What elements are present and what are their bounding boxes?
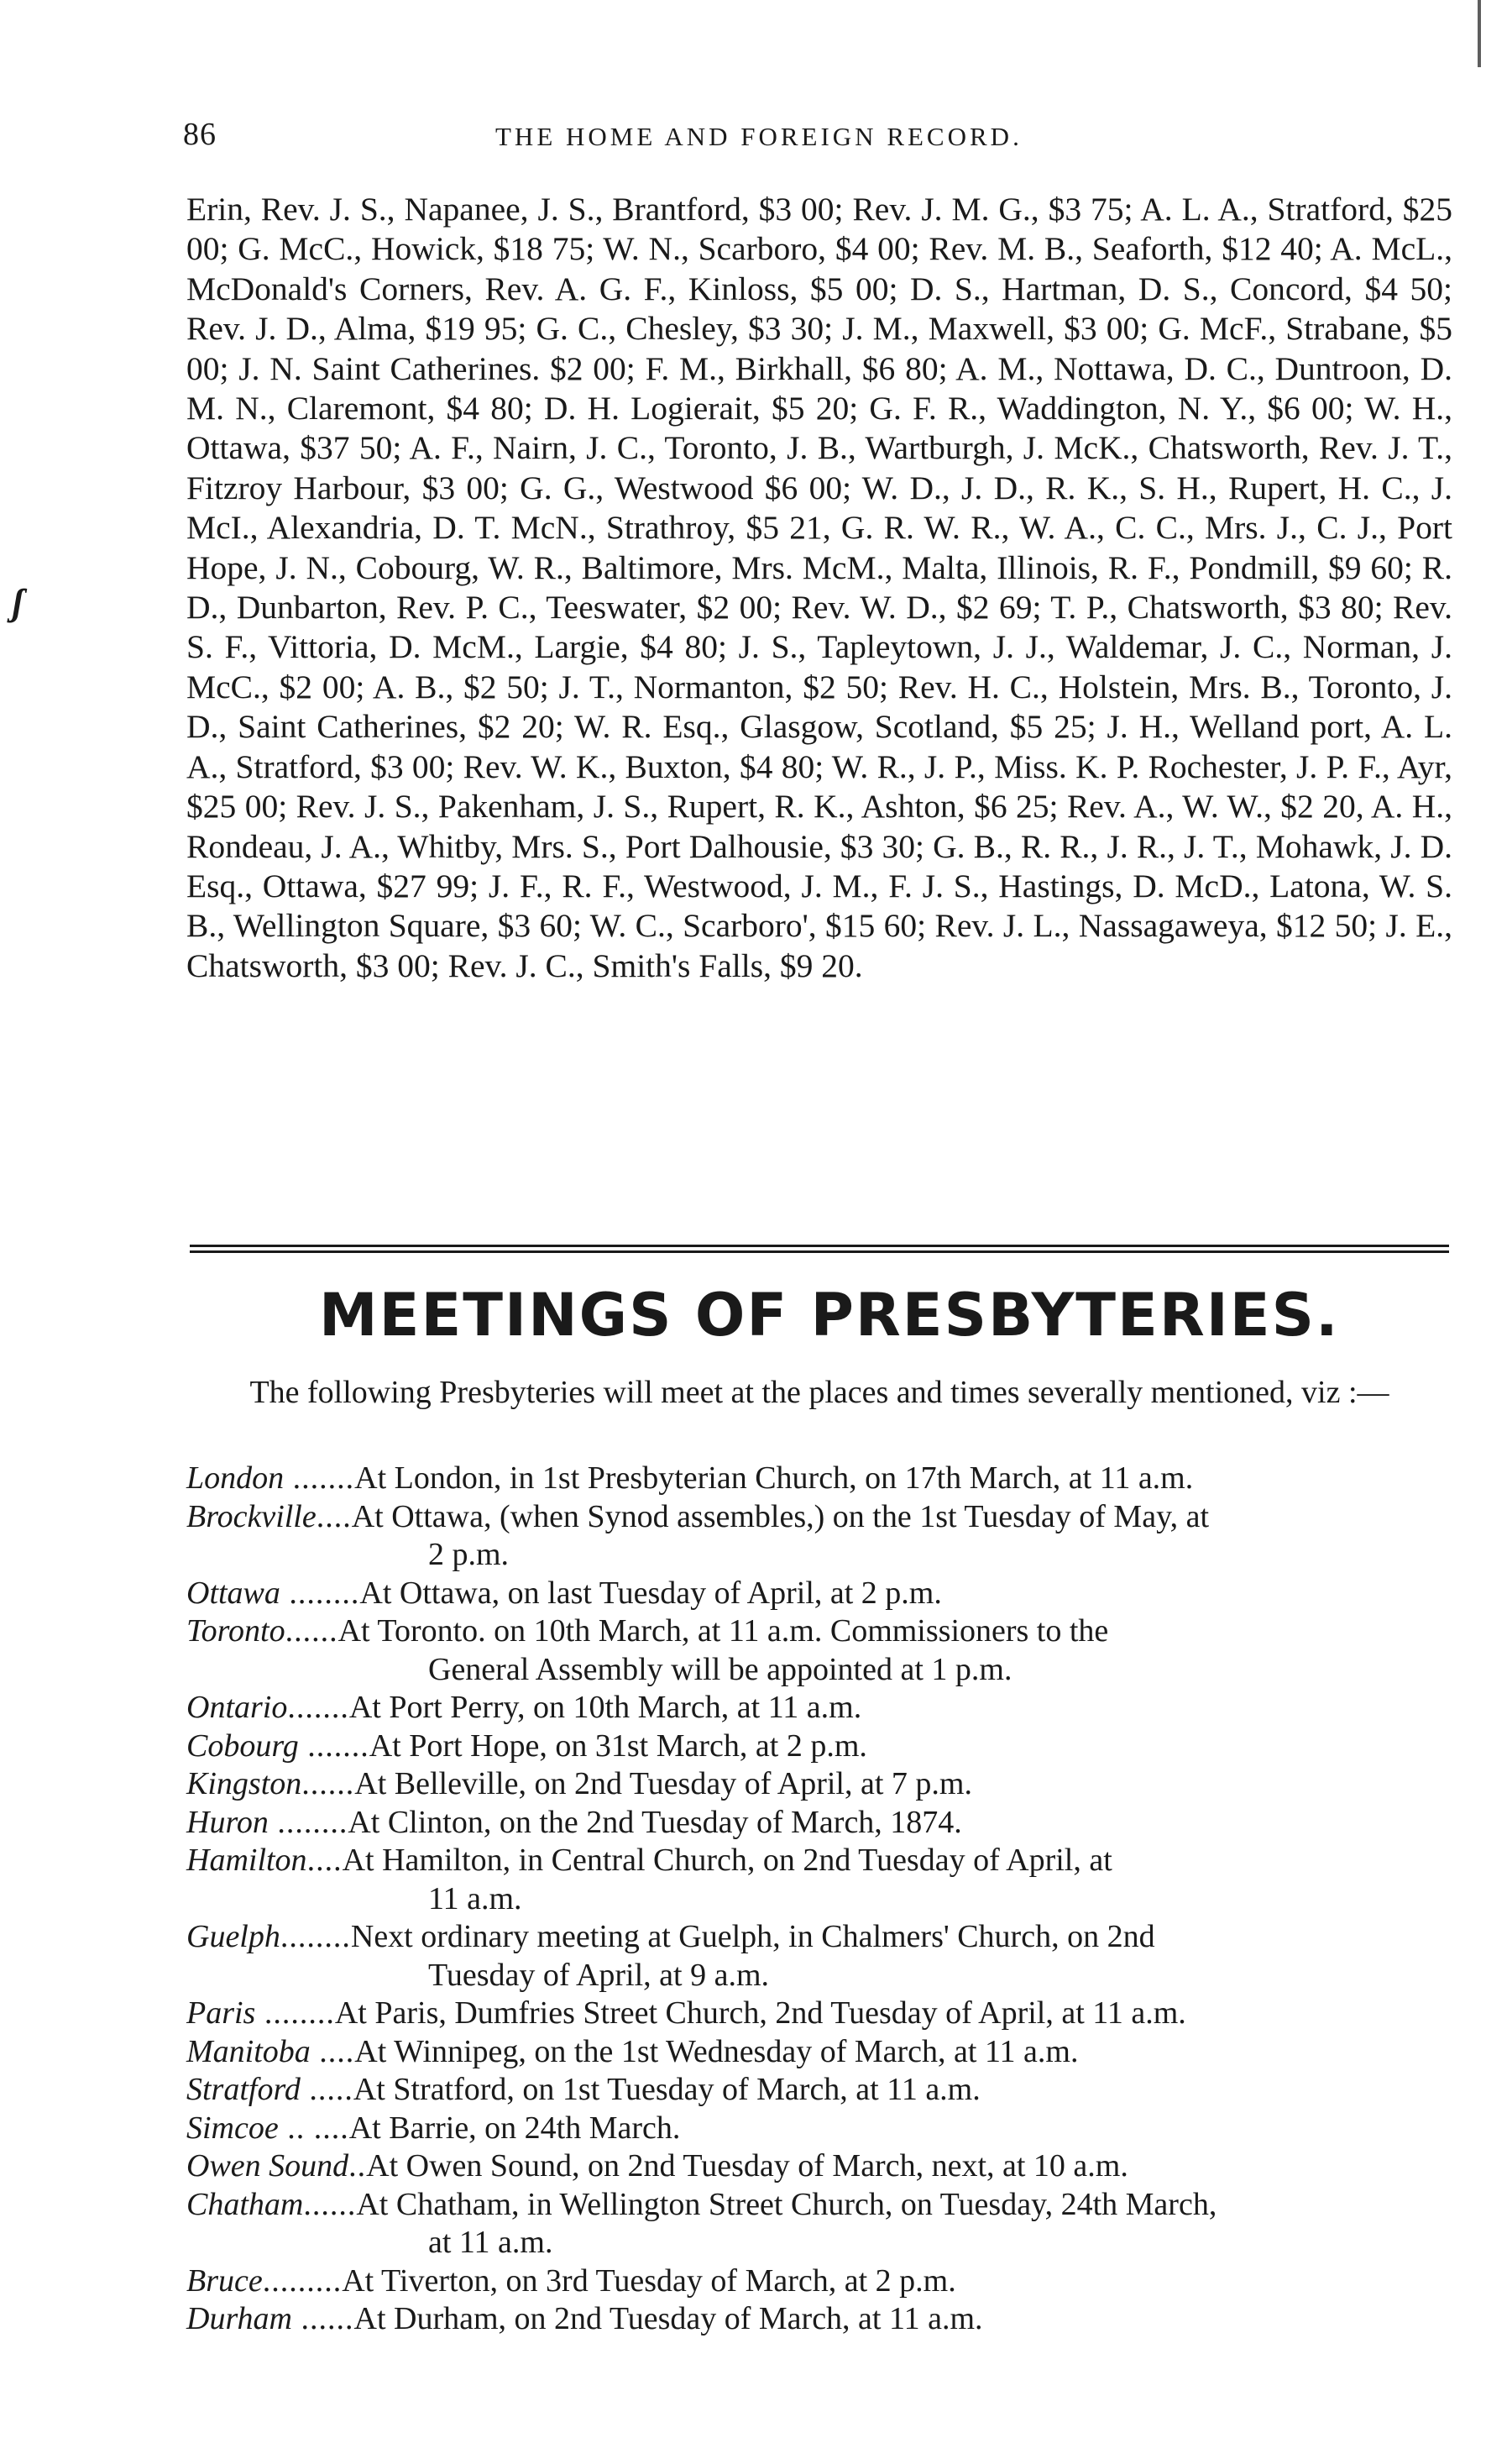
presbytery-name: London	[186, 1460, 285, 1496]
dot-leader: ......	[285, 1613, 338, 1649]
presbytery-name: Huron	[186, 1804, 269, 1840]
list-item	[186, 1498, 1452, 1575]
dot-leader: ........	[255, 1995, 335, 2031]
list-item	[186, 1689, 1452, 1727]
list-item	[186, 2110, 1452, 2148]
scan-edge-mark	[1478, 0, 1481, 67]
dot-leader: .....	[300, 2072, 353, 2107]
section-heading: MEETINGS OF PRESBYTERIES.	[319, 1281, 1340, 1350]
section-divider	[190, 1245, 1449, 1253]
meeting-detail-continued: 11 a.m.	[428, 1880, 522, 1916]
list-item	[186, 1804, 1452, 1843]
list-item	[186, 1460, 1452, 1498]
meeting-detail: At Port Perry, on 10th March, at 11 a.m.	[348, 1690, 862, 1725]
presbytery-name: Manitoba	[186, 2033, 311, 2069]
dot-leader: ..	[348, 2148, 367, 2184]
list-item	[186, 1612, 1452, 1689]
meeting-detail: At Durham, on 2nd Tuesday of March, at 11 a.m.	[353, 2301, 983, 2336]
meeting-detail: At Clinton, on the 2nd Tuesday of March, 1874.	[348, 1804, 962, 1840]
list-item	[186, 1575, 1452, 1613]
meeting-detail: At Barrie, on 24th March.	[348, 2110, 681, 2146]
presbytery-name: Ontario	[186, 1690, 288, 1725]
list-item	[186, 1727, 1452, 1766]
presbytery-name: Simcoe	[186, 2110, 279, 2146]
presbytery-name: Guelph	[186, 1919, 280, 1954]
meeting-detail: Next ordinary meeting at Guelph, in Chalmers' Church, on 2nd	[350, 1919, 1155, 1954]
presbytery-name: Chatham	[186, 2186, 304, 2222]
presbytery-name: Ottawa	[186, 1575, 280, 1611]
presbytery-name: Cobourg	[186, 1727, 299, 1764]
acknowledgements-paragraph: Erin, Rev. J. S., Napanee, J. S., Brantford, $3 00; Rev. J. M. G., $3 75; A. L. A., Stratford, $25 00; G. McC., Howick, $18 75; W. N., Scarboro, $4 00; Rev. M. B., Seaforth, $12 40; A. McL., McDonald's Corners, Rev. A. G. F., Kinloss, $5 00; D. S., Hartman, D. S., Concord, $4 50; Rev. J. D., Alma, $19 95; G. C., Chesley, $3 30; J. M., Maxwell, $3 00; G. McF., Strabane, $5 00; J. N. Saint Catherines. $2 00; F. M., Birkhall, $6 80; A. M., Nottawa, D. C., Duntroon, D. M. N., Claremont, $4 80; D. H. Logierait, $5 20; G. F. R., Waddington, N. Y., $6 00; W. H., Ottawa, $37 50; A. F., Nairn, J. C., Toronto, J. B., Wartburgh, J. McK., Chatsworth, Rev. J. T., Fitzroy Harbour, $3 00; G. G., Westwood $6 00; W. D., J. D., R. K., S. H., Rupert, H. C., J. McI., Alexandria, D. T. McN., Strathroy, $5 21, G. R. W. R., W. A., C. C., Mrs. J., C. J., Port Hope, J. N., Cobourg, W. R., Baltimore, Mrs. McM., Malta, Illinois, R. F., Pondmill, $9 60; R. D., Dunbarton, Rev. P. C., Teeswater, $2 00; Rev. W. D., $2 69; T. P., Chatsworth, $3 80; Rev. S. F., Vittoria, D. McM., Largie, $4 80; J. S., Tapleytown, J. J., Waldemar, J. C., Norman, J. McC., $2 00; A. B., $2 50; J. T., Normanton, $2 50; Rev. H. C., Holstein, Mrs. B., Toronto, J. D., Saint Catherines, $2 20; W. R. Esq., Glasgow, Scotland, $5 25; J. H., Welland port, A. L. A., Stratford, $3 00; Rev. W. K., Buxton, $4 80; W. R., J. P., Miss. K. P. Rochester, J. P. F., Ayr, $25 00; Rev. J. S., Pakenham, J. S., Rupert, R. K., Ashton, $6 25; Rev. A., W. W., $2 20, A. H., Rondeau, J. A., Whitby, Mrs. S., Port Dalhousie, $3 30; G. B., R. R., J. R., J. T., Mohawk, J. D. Esq., Ottawa, $27 99; J. F., R. F., Westwood, J. M., F. J. S., Hastings, D. McD., Latona, W. S. B., Wellington Square, $3 60; W. C., Scarboro', $15 60; Rev. J. L., Nassagaweya, $12 50; J. E., Chatsworth, $3 00; Rev. J. C., Smith's Falls, $9 20.	[186, 191, 1452, 984]
list-item	[186, 2033, 1452, 2072]
page-number: 86	[183, 117, 217, 152]
meeting-detail: At Tiverton, on 3rd Tuesday of March, at 2 p.m.	[342, 2262, 956, 2299]
presbytery-name: Kingston	[186, 1766, 302, 1801]
dot-leader: ........	[280, 1575, 360, 1611]
meeting-detail: At Toronto. on 10th March, at 11 a.m. Commissioners to the	[337, 1613, 1109, 1649]
list-item	[186, 1995, 1452, 2033]
list-item	[186, 2071, 1452, 2110]
running-head: THE HOME AND FOREIGN RECORD.	[495, 122, 1023, 151]
meeting-detail: At Belleville, on 2nd Tuesday of April, at 7 p.m.	[354, 1766, 972, 1801]
presbytery-name: Bruce	[186, 2262, 263, 2299]
meetings-list	[186, 1460, 1452, 2339]
list-item	[186, 2300, 1452, 2339]
presbytery-name: Toronto	[186, 1613, 285, 1649]
meeting-detail: At London, in 1st Presbyterian Church, on 17th March, at 11 a.m.	[354, 1460, 1194, 1496]
meeting-detail: At Owen Sound, on 2nd Tuesday of March, next, at 10 a.m.	[366, 2148, 1128, 2184]
meeting-detail-continued: at 11 a.m.	[428, 2225, 553, 2260]
meeting-detail: At Ottawa, (when Synod assembles,) on the 1st Tuesday of May, at	[351, 1498, 1210, 1534]
dot-leader: .......	[298, 1727, 369, 1764]
dot-leader: ......	[292, 2301, 354, 2336]
dot-leader: .. ....	[278, 2110, 349, 2146]
meeting-detail: At Paris, Dumfries Street Church, 2nd Tuesday of April, at 11 a.m.	[334, 1995, 1186, 2031]
margin-mark: ʃ	[12, 582, 24, 623]
meeting-detail: At Port Hope, on 31st March, at 2 p.m.	[369, 1727, 867, 1764]
dot-leader: ......	[301, 1766, 355, 1801]
meeting-detail: At Ottawa, on last Tuesday of April, at 2 p.m.	[359, 1575, 942, 1611]
meeting-detail: At Chatham, in Wellington Street Church, on Tuesday, 24th March,	[356, 2186, 1217, 2222]
meeting-detail: At Hamilton, in Central Church, on 2nd Tuesday of April, at	[342, 1843, 1112, 1878]
presbytery-name: Brockville	[186, 1498, 317, 1534]
list-item	[186, 1765, 1452, 1804]
dot-leader: ........	[268, 1804, 348, 1840]
dot-leader: ....	[316, 1498, 352, 1534]
dot-leader: ....	[310, 2033, 355, 2069]
list-item	[186, 2147, 1452, 2186]
presbytery-name: Stratford	[186, 2072, 301, 2107]
list-item	[186, 1918, 1452, 1995]
meeting-detail: At Winnipeg, on the 1st Wednesday of March, at 11 a.m.	[354, 2033, 1079, 2069]
presbytery-name: Hamilton	[186, 1843, 307, 1878]
presbytery-name: Owen Sound	[186, 2148, 349, 2184]
presbytery-name: Paris	[186, 1995, 256, 2031]
meeting-detail-continued: Tuesday of April, at 9 a.m.	[428, 1957, 770, 1993]
list-item	[186, 2262, 1452, 2301]
meeting-detail-continued: 2 p.m.	[428, 1537, 510, 1572]
intro-text: The following Presbyteries will meet at the places and times severally mentioned, viz :—	[249, 1375, 1389, 1410]
dot-leader: .......	[287, 1690, 349, 1725]
dot-leader: .........	[262, 2262, 343, 2299]
dot-leader: .......	[284, 1460, 355, 1496]
dot-leader: ........	[280, 1919, 351, 1954]
presbytery-name: Durham	[186, 2301, 292, 2336]
meeting-detail: At Stratford, on 1st Tuesday of March, at 11 a.m.	[353, 2072, 981, 2107]
dot-leader: ......	[303, 2186, 357, 2222]
list-item	[186, 1842, 1452, 1918]
list-item	[186, 2186, 1452, 2262]
meeting-detail-continued: General Assembly will be appointed at 1 p.m.	[428, 1651, 1012, 1687]
dot-leader: ....	[306, 1843, 343, 1878]
